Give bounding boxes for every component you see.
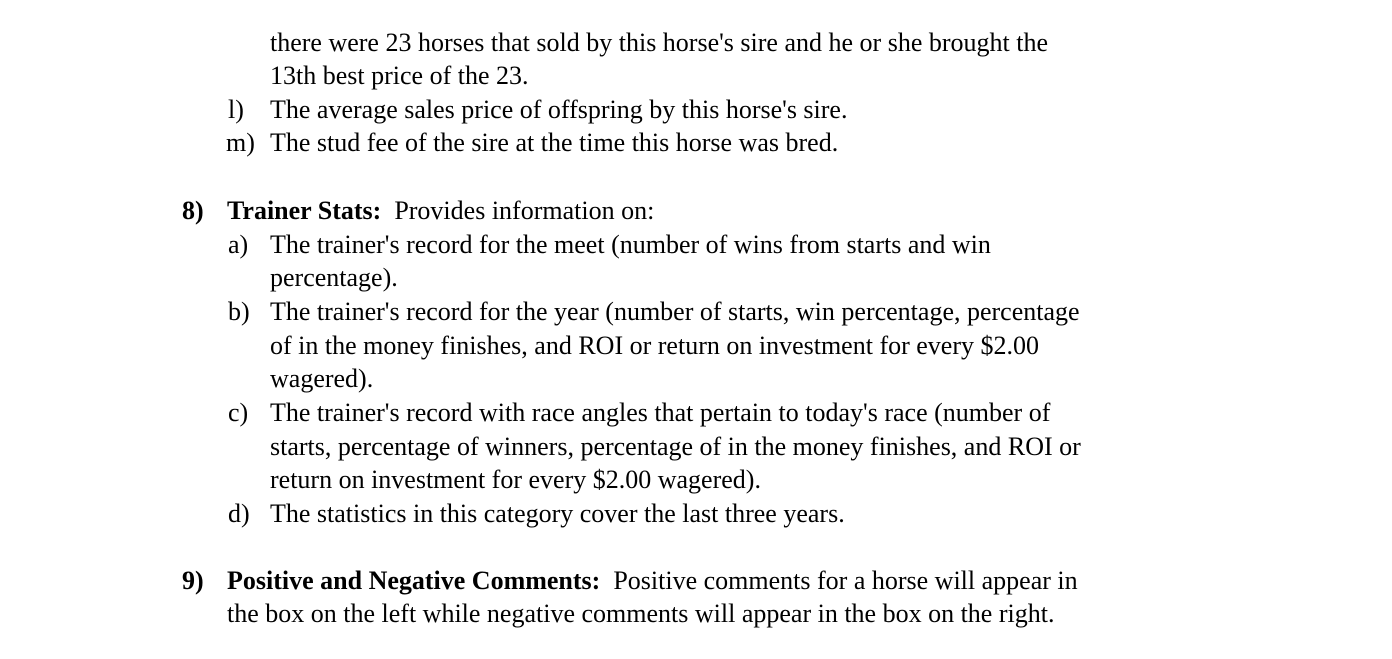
section-8-intro: Provides information on: bbox=[394, 196, 655, 225]
list-marker-8a: a) bbox=[228, 230, 249, 259]
list-item-8a-line-2: percentage). bbox=[270, 263, 398, 292]
list-item-8c-line-2: starts, percentage of winners, percentage of in the money finishes, and ROI or bbox=[270, 432, 1081, 461]
continuation-line-2: 13th best price of the 23. bbox=[270, 61, 529, 90]
section-9-line-1 bbox=[227, 564, 1078, 598]
section-9-number: 9) bbox=[182, 566, 204, 595]
list-marker-m: m) bbox=[226, 128, 255, 157]
list-item-8b-line-3: wagered). bbox=[270, 364, 374, 393]
list-item-8d: The statistics in this category cover the last three years. bbox=[270, 499, 845, 528]
list-item-8b-line-2: of in the money finishes, and ROI or return on investment for every $2.00 bbox=[270, 331, 1039, 360]
list-item-8c-line-3: return on investment for every $2.00 wagered). bbox=[270, 465, 761, 494]
list-item-8a-line-1: The trainer's record for the meet (number of wins from starts and win bbox=[270, 230, 991, 259]
list-marker-8d: d) bbox=[228, 499, 250, 528]
continuation-line-1: there were 23 horses that sold by this horse's sire and he or she brought the bbox=[270, 28, 1049, 57]
list-item-l: The average sales price of offspring by this horse's sire. bbox=[270, 95, 848, 124]
section-9-text-1: Positive comments for a horse will appear in bbox=[613, 566, 1078, 595]
list-item-8c-line-1: The trainer's record with race angles that pertain to today's race (number of bbox=[270, 398, 1051, 427]
list-marker-l: l) bbox=[228, 95, 244, 124]
section-8-number: 8) bbox=[182, 196, 204, 225]
section-9-heading: Positive and Negative Comments: bbox=[227, 566, 601, 595]
section-8-heading: Trainer Stats: bbox=[227, 196, 382, 225]
list-item-m: The stud fee of the sire at the time this horse was bred. bbox=[270, 128, 839, 157]
section-9-line-2: the box on the left while negative comments will appear in the box on the right. bbox=[227, 599, 1055, 628]
list-marker-8c: c) bbox=[228, 398, 249, 427]
section-8-header bbox=[227, 194, 654, 228]
list-marker-8b: b) bbox=[228, 297, 250, 326]
list-item-8b-line-1: The trainer's record for the year (number of starts, win percentage, percentage bbox=[270, 297, 1080, 326]
